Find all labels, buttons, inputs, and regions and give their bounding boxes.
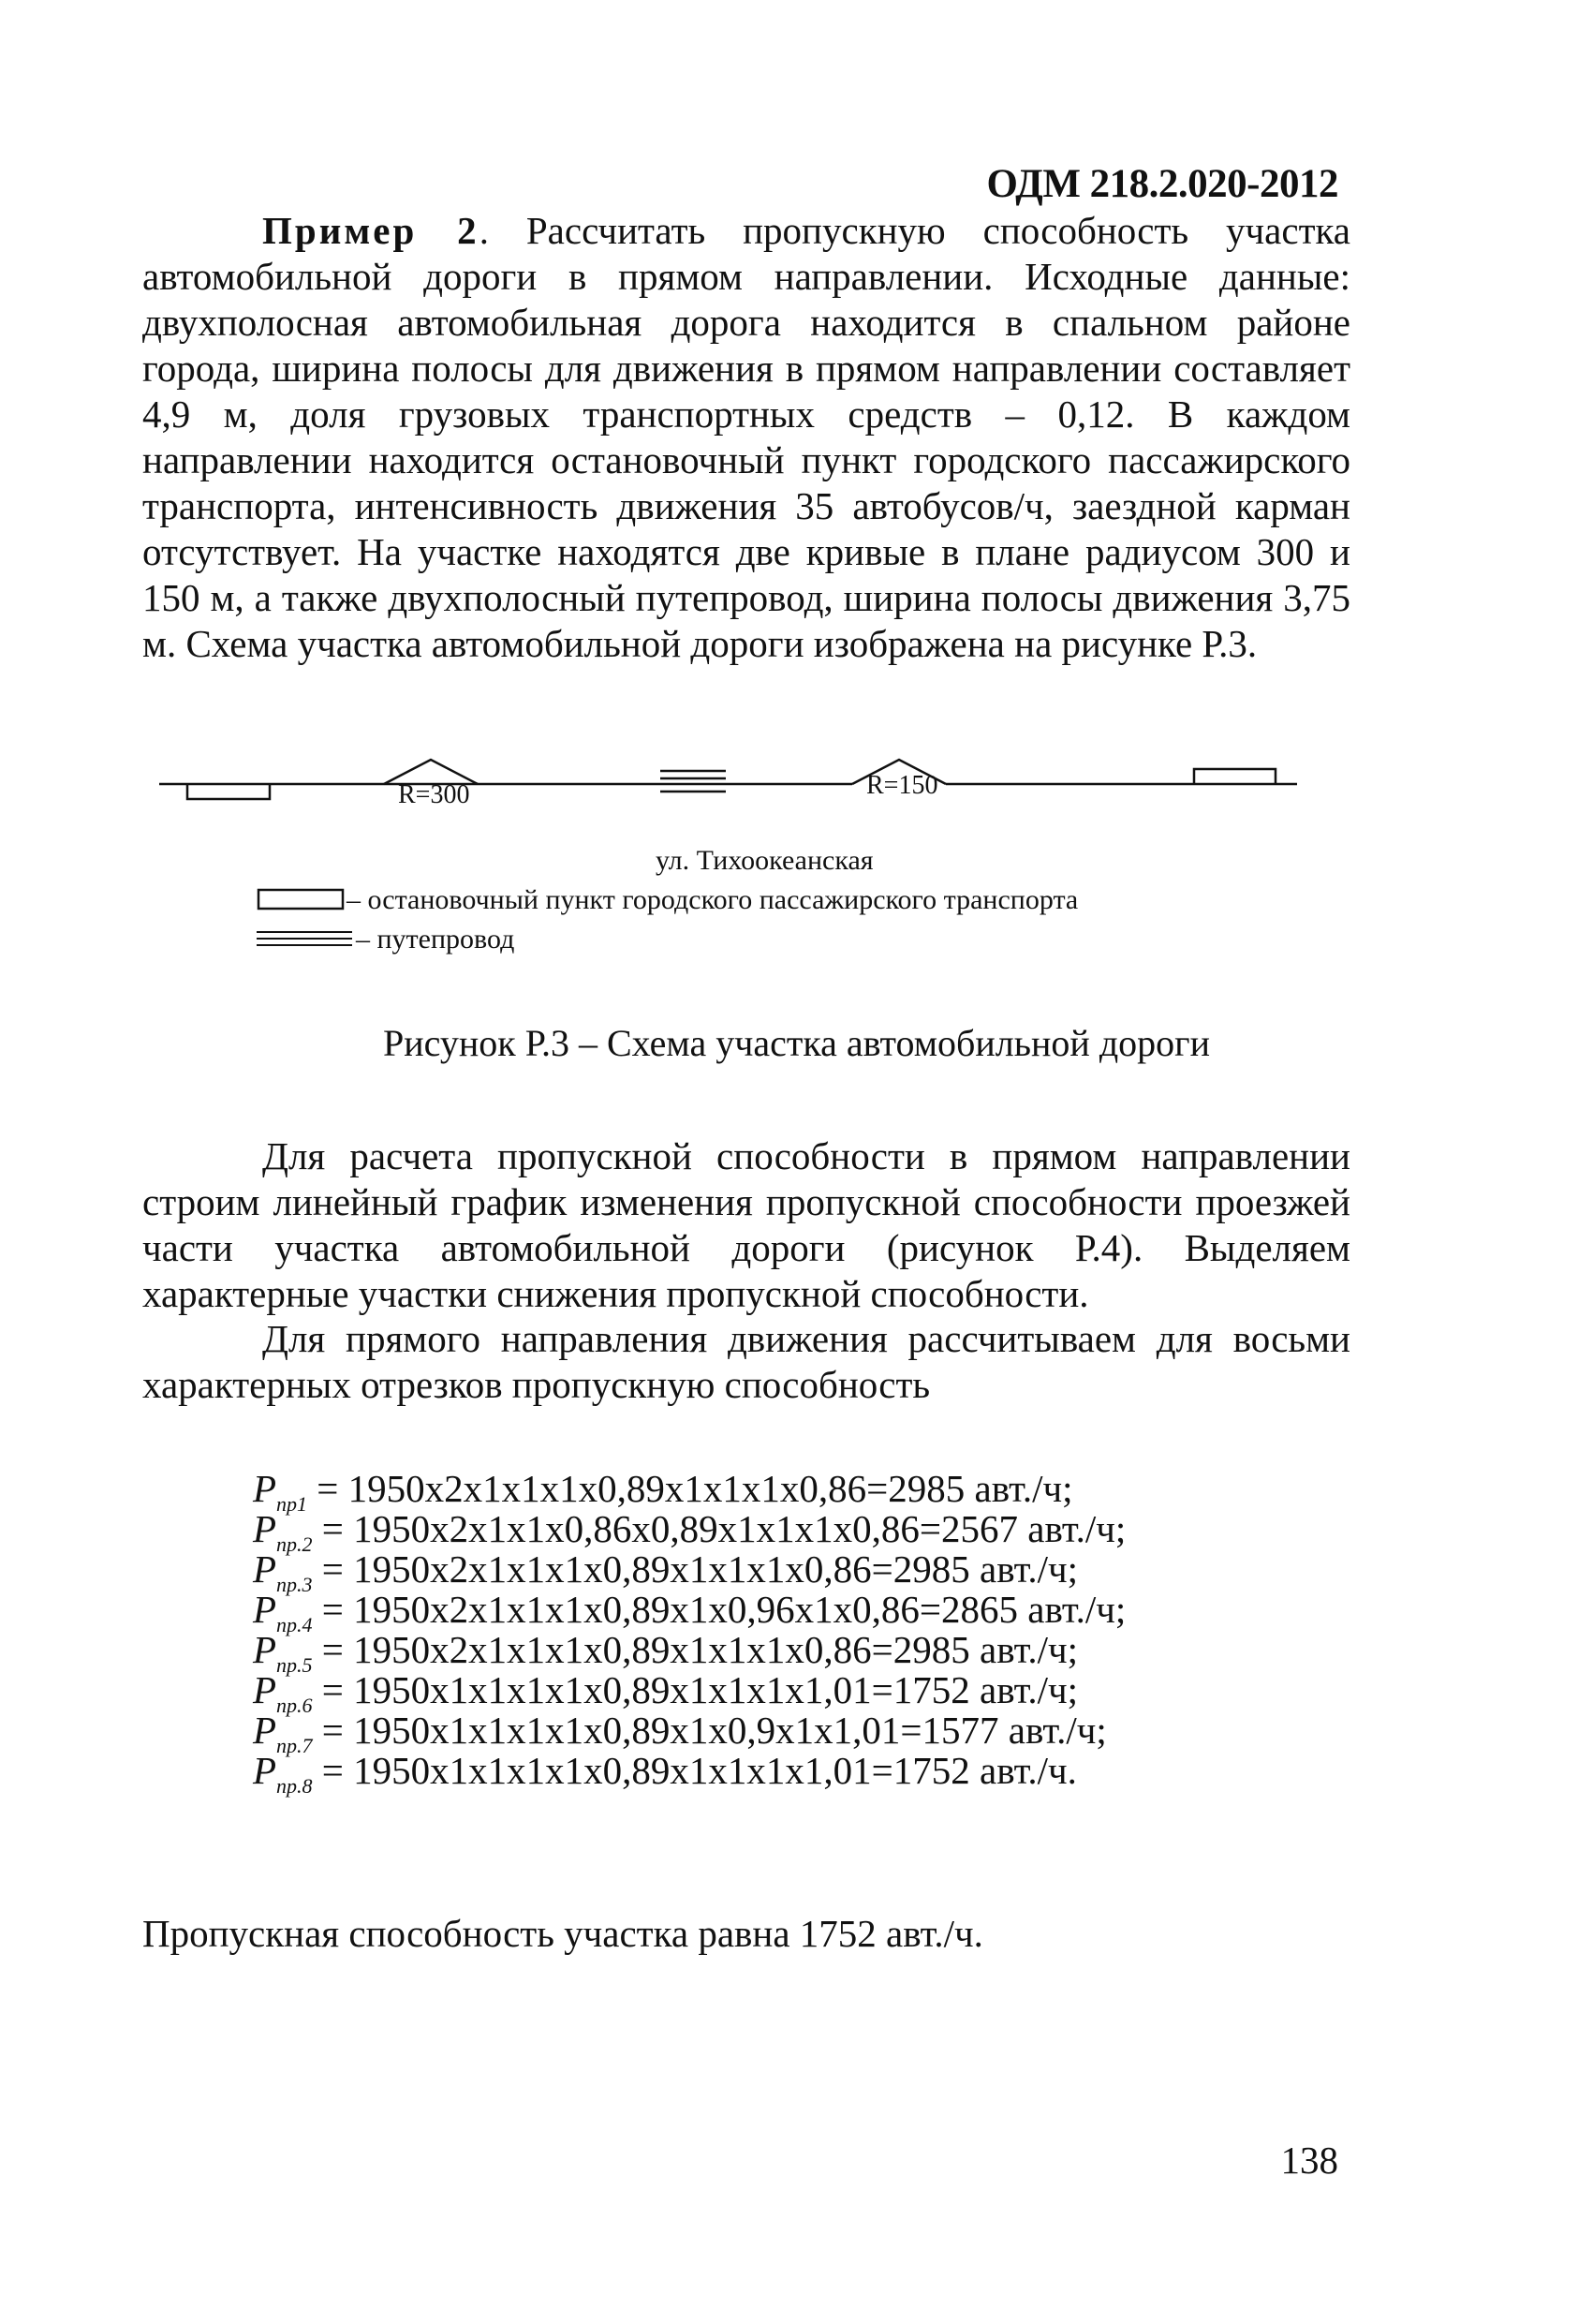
formula-line: $P_{пр.5} = 1950х2х1х1х1х0,89х1х1х1х0,86=2985$ авт./ч; <box>253 1628 1079 1677</box>
legend-bus-stop <box>253 884 1078 916</box>
curve-2-label: R=150 <box>866 771 938 800</box>
paragraph-method <box>142 1133 1350 1317</box>
paragraph-method-text: Для расчета пропускной способности в прямом направлении строим линейный график изменения пропускной способности проезжей части участка автомобильной дороги (рисунок Р.4). Выделяем характерные участки снижения пропускной способности. <box>142 1134 1350 1315</box>
conclusion-text: Пропускная способность участка равна 1752 авт./ч. <box>142 1912 983 1955</box>
example-text: . Рассчитать пропускную способность участка автомобильной дороги в прямом направлении. Исходные данные: двухполосная автомобильная дорога находится в спальном районе города, ширина полосы для движения в прямом направлении составляет 4,9 м, доля грузовых транспортных средств – 0,12. В каждом направлении находится остановочный пункт городского пассажирского транспорта, интенсивность движения 35 автобусов/ч, заездной карман отсутствует. На участке находятся две кривые в плане радиусом 300 и 150 м, а также двухполосный путепровод, ширина полосы движения 3,75 м. Схема участка автомобильной дороги изображена на рисунке Р.3. <box>142 209 1350 665</box>
formula-line: $P_{пр.8} = 1950х1х1х1х1х0,89х1х1х1х1,01=1752$ авт./ч. <box>253 1749 1077 1798</box>
overpass-legend-icon <box>253 926 356 953</box>
formula-line: $P_{пр1} = 1950х2х1х1х1х0,89х1х1х1х0,86=2985$ авт./ч; <box>253 1467 1073 1516</box>
legend-overpass <box>253 924 514 955</box>
formula-line: $P_{пр.2} = 1950х2х1х1х0,86х0,89х1х1х1х0,86=2567$ авт./ч; <box>253 1507 1127 1556</box>
formula-line: $P_{пр.7} = 1950х1х1х1х1х0,89х1х0,9х1х1,01=1577$ авт./ч; <box>253 1709 1107 1757</box>
bus-stop-right-icon <box>1194 769 1276 784</box>
formula-line: $P_{пр.6} = 1950х1х1х1х1х0,89х1х1х1х1,01=1752$ авт./ч; <box>253 1668 1079 1717</box>
paragraph-segments-text: Для прямого направления движения рассчитываем для восьми характерных отрезков пропускную способность <box>142 1317 1350 1406</box>
bus-stop-legend-icon <box>253 887 347 913</box>
page-number: 138 <box>1280 2139 1338 2182</box>
legend-bus-stop-label: – остановочный пункт городского пассажирского транспорта <box>347 884 1079 915</box>
formula-line: $P_{пр.3} = 1950х2х1х1х1х0,89х1х1х1х0,86=2985$ авт./ч; <box>253 1547 1079 1596</box>
paragraph-segments <box>142 1316 1350 1408</box>
formula-list <box>253 1467 1127 1798</box>
document-code: ОДМ 218.2.020-2012 <box>986 162 1338 206</box>
curve-1-label: R=300 <box>398 780 470 809</box>
street-name: ул. Тихоокеанская <box>656 845 874 876</box>
example-lead: Пример 2 <box>262 209 479 252</box>
figure-caption: Рисунок Р.3 – Схема участка автомобильной дороги <box>383 1022 1210 1064</box>
bus-stop-left-icon <box>187 784 270 799</box>
example-paragraph <box>142 208 1350 667</box>
formula-line: $P_{пр.4} = 1950х2х1х1х1х0,89х1х0,96х1х0,86=2865$ авт./ч; <box>253 1588 1127 1636</box>
legend-overpass-label: – путепровод <box>356 924 515 955</box>
road-scheme-diagram <box>159 745 1339 829</box>
